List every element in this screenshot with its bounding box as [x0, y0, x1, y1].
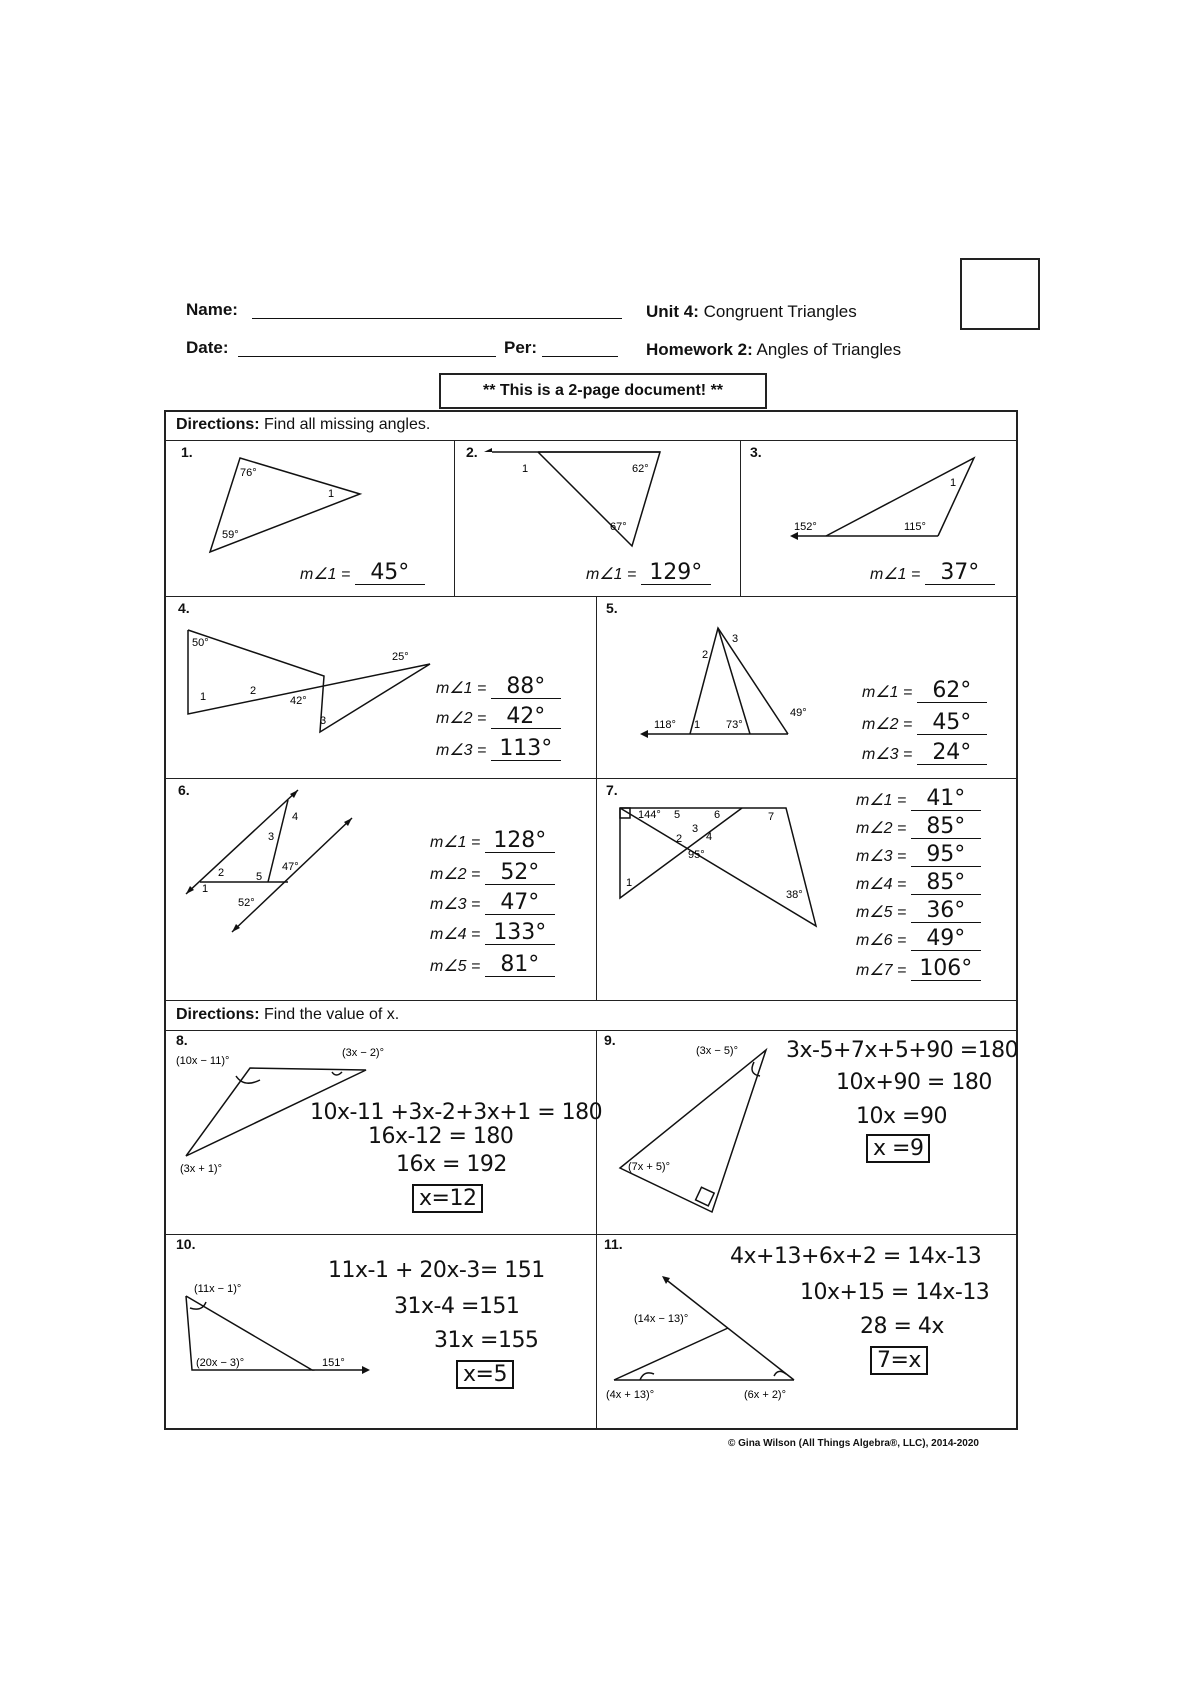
angle-index: 1 — [897, 566, 907, 583]
work-line: 31x =155 — [434, 1328, 539, 1353]
answer-blank[interactable]: 85° — [911, 816, 981, 839]
angle-index: 3 — [889, 746, 899, 763]
angle-symbol: m∠ — [862, 684, 890, 701]
angle-symbol: m∠ — [436, 680, 464, 697]
angle-symbol: m∠ — [436, 710, 464, 727]
angle-label: 3 — [692, 823, 699, 835]
angle-index: 2 — [889, 716, 899, 733]
angle-symbol: m∠ — [862, 746, 890, 763]
angle-symbol: m∠ — [300, 566, 328, 583]
problem-number: 2. — [466, 444, 478, 460]
answer-blank[interactable]: 85° — [911, 872, 981, 895]
triangle-diagram-2 — [490, 448, 680, 558]
angle-symbol: m∠ — [436, 742, 464, 759]
answer-blank[interactable]: 81° — [485, 954, 555, 977]
angle-index: 2 — [463, 710, 473, 727]
answer-p7-5: m∠5 = 36° — [856, 900, 981, 923]
angle-label: 1 — [694, 719, 701, 731]
given-angle: (20x − 3)° — [196, 1357, 245, 1369]
date-field[interactable] — [238, 356, 496, 357]
answer-blank[interactable]: 88° — [491, 676, 561, 699]
given-angle: (6x + 2)° — [744, 1389, 786, 1401]
given-angle: (4x + 13)° — [606, 1389, 655, 1401]
name-field[interactable] — [252, 318, 622, 319]
score-box — [960, 258, 1040, 330]
work-line: 10x-11 +3x-2+3x+1 = 180 — [310, 1100, 603, 1125]
angle-symbol: m∠ — [856, 820, 884, 837]
grid-line — [596, 596, 597, 1000]
angle-symbol: m∠ — [430, 834, 458, 851]
given-angle: (7x + 5)° — [628, 1161, 670, 1173]
given-angle: (3x − 2)° — [342, 1047, 384, 1059]
angle-label: 3 — [732, 633, 739, 645]
answer-p4-3: m∠3 = 113° — [436, 738, 561, 761]
grid-line — [596, 1030, 597, 1430]
answer-p6-5: m∠5 = 81° — [430, 954, 555, 977]
grid-line — [164, 1030, 1018, 1031]
answer-blank[interactable]: 41° — [911, 788, 981, 811]
answer-p7-1: m∠1 = 41° — [856, 788, 981, 811]
angle-symbol: m∠ — [430, 866, 458, 883]
angle-symbol: m∠ — [856, 932, 884, 949]
answer-blank[interactable]: 45° — [917, 712, 987, 735]
notice-banner: ** This is a 2-page document! ** — [439, 373, 767, 409]
final-answer: x=12 — [412, 1184, 483, 1213]
triangle-diagram-11 — [604, 1270, 824, 1400]
problem-number: 11. — [604, 1236, 623, 1252]
given-angle: 118° — [654, 719, 676, 731]
angle-label: 1 — [950, 477, 957, 489]
work-line: 16x-12 = 180 — [368, 1124, 514, 1149]
angle-label: 2 — [218, 867, 225, 879]
given-angle: 42° — [290, 695, 307, 707]
answer-p7-2: m∠2 = 85° — [856, 816, 981, 839]
angle-index: 1 — [463, 680, 473, 697]
answer-p7-6: m∠6 = 49° — [856, 928, 981, 951]
angle-label: 7 — [768, 811, 775, 823]
problem-number: 9. — [604, 1032, 616, 1048]
unit-bold: Unit 4: — [646, 302, 699, 321]
answer-blank[interactable]: 47° — [485, 892, 555, 915]
work-line: 10x+15 = 14x-13 — [800, 1280, 990, 1305]
answer-p7-7: m∠7 = 106° — [856, 958, 981, 981]
work-line: 10x =90 — [856, 1104, 947, 1129]
angle-label: 4 — [292, 811, 299, 823]
answer-blank[interactable]: 42° — [491, 706, 561, 729]
answer-p6-4: m∠4 = 133° — [430, 922, 555, 945]
homework-text: Angles of Triangles — [756, 340, 902, 359]
final-answer: x =9 — [866, 1134, 930, 1163]
answer-p6-1: m∠1 = 128° — [430, 830, 555, 853]
angle-label: 1 — [626, 877, 633, 889]
angle-label: 1 — [328, 488, 335, 500]
angle-label: 5 — [256, 871, 263, 883]
angle-index: 2 — [457, 866, 467, 883]
problem-number: 7. — [606, 782, 618, 798]
angle-symbol: m∠ — [856, 848, 884, 865]
angle-index: 1 — [327, 566, 337, 583]
answer-blank[interactable]: 113° — [491, 738, 561, 761]
angle-label: 2 — [676, 833, 683, 845]
grid-line — [454, 440, 455, 596]
angle-label: 1 — [202, 883, 209, 895]
problem-number: 3. — [750, 444, 762, 460]
answer-p1: m∠1 = 45° — [300, 562, 425, 585]
angle-symbol: m∠ — [856, 962, 884, 979]
directions-1 — [176, 416, 430, 434]
angle-symbol: m∠ — [586, 566, 614, 583]
answer-p5-2: m∠2 = 45° — [862, 712, 987, 735]
problem-number: 4. — [178, 600, 190, 616]
directions-1-text: Find all missing angles. — [264, 416, 431, 433]
answer-blank[interactable]: 36° — [911, 900, 981, 923]
triangle-diagram-3 — [790, 450, 990, 550]
homework-title — [646, 340, 901, 360]
angle-index: 7 — [883, 962, 893, 979]
answer-p4-2: m∠2 = 42° — [436, 706, 561, 729]
angle-label: 3 — [268, 831, 275, 843]
unit-text: Congruent Triangles — [703, 302, 857, 321]
answer-p3: m∠1 = 37° — [870, 562, 995, 585]
given-angle: 38° — [786, 889, 803, 901]
work-line: 11x-1 + 20x-3= 151 — [328, 1258, 545, 1283]
grid-line — [164, 778, 1018, 779]
angle-symbol: m∠ — [856, 904, 884, 921]
given-angle: 25° — [392, 651, 409, 663]
angle-symbol: m∠ — [430, 958, 458, 975]
answer-p7-4: m∠4 = 85° — [856, 872, 981, 895]
angle-label: 5 — [674, 809, 681, 821]
angle-index: 5 — [457, 958, 467, 975]
given-angle: 59° — [222, 529, 239, 541]
work-line: 16x = 192 — [396, 1152, 507, 1177]
given-angle: (10x − 11)° — [176, 1055, 230, 1067]
per-label: Per: — [504, 338, 538, 357]
directions-2-bold: Directions: — [176, 1006, 260, 1023]
triangle-diagram-1 — [190, 450, 380, 560]
copyright-footer: © Gina Wilson (All Things Algebra®, LLC), 2014-2020 — [728, 1438, 979, 1449]
angle-index: 3 — [463, 742, 473, 759]
angle-label: 6 — [714, 809, 721, 821]
angle-index: 4 — [457, 926, 467, 943]
angle-index: 1 — [883, 792, 893, 809]
triangle-diagram-4 — [180, 620, 440, 740]
homework-bold: Homework 2: — [646, 340, 753, 359]
given-angle: 52° — [238, 897, 255, 909]
problem-number: 5. — [606, 600, 618, 616]
angle-label: 2 — [702, 649, 709, 661]
given-angle: 151° — [322, 1357, 345, 1369]
grid-line — [164, 1000, 1018, 1001]
given-angle: 95° — [688, 849, 705, 861]
answer-blank[interactable]: 133° — [485, 922, 555, 945]
angle-index: 1 — [613, 566, 623, 583]
answer-p7-3: m∠3 = 95° — [856, 844, 981, 867]
given-angle: 50° — [192, 637, 209, 649]
work-line: 4x+13+6x+2 = 14x-13 — [730, 1244, 982, 1269]
angle-index: 5 — [883, 904, 893, 921]
answer-blank[interactable]: 95° — [911, 844, 981, 867]
answer-p6-2: m∠2 = 52° — [430, 862, 555, 885]
given-angle: (11x − 1)° — [194, 1283, 242, 1295]
work-line: 10x+90 = 180 — [836, 1070, 992, 1095]
problem-number: 10. — [176, 1236, 196, 1252]
angle-symbol: m∠ — [870, 566, 898, 583]
answer-blank[interactable]: 62° — [917, 680, 987, 703]
angle-label: 1 — [200, 691, 207, 703]
directions-1-bold: Directions: — [176, 416, 260, 433]
angle-index: 1 — [457, 834, 467, 851]
unit-title — [646, 302, 857, 322]
given-angle: 49° — [790, 707, 807, 719]
given-angle: 67° — [610, 521, 627, 533]
answer-blank[interactable]: 45° — [355, 562, 425, 585]
given-angle: 76° — [240, 467, 257, 479]
angle-index: 3 — [883, 848, 893, 865]
angle-index: 4 — [883, 876, 893, 893]
answer-p4-1: m∠1 = 88° — [436, 676, 561, 699]
answer-p2: m∠1 = 129° — [586, 562, 711, 585]
answer-p6-3: m∠3 = 47° — [430, 892, 555, 915]
angle-label: 4 — [706, 831, 713, 843]
triangle-diagram-9 — [610, 1040, 810, 1220]
angle-symbol: m∠ — [856, 876, 884, 893]
date-label: Date: — [186, 338, 229, 357]
answer-blank[interactable]: 128° — [485, 830, 555, 853]
answer-blank[interactable]: 129° — [641, 562, 711, 585]
final-answer: 7=x — [870, 1346, 928, 1375]
given-angle: 62° — [632, 463, 649, 475]
grid-line — [164, 596, 1018, 597]
angle-symbol: m∠ — [430, 896, 458, 913]
answer-blank[interactable]: 106° — [911, 958, 981, 981]
angle-symbol: m∠ — [430, 926, 458, 943]
given-angle: 144° — [638, 809, 661, 821]
grid-line — [740, 440, 741, 596]
grid-line — [164, 1234, 1018, 1235]
grid-line — [164, 440, 1018, 441]
angle-label: 3 — [320, 715, 327, 727]
angle-index: 6 — [883, 932, 893, 949]
given-angle: (14x − 13)° — [634, 1313, 689, 1325]
given-angle: 115° — [904, 521, 926, 533]
answer-blank[interactable]: 37° — [925, 562, 995, 585]
triangle-diagram-10 — [180, 1270, 380, 1380]
given-angle: (3x + 1)° — [180, 1163, 222, 1175]
angle-symbol: m∠ — [856, 792, 884, 809]
answer-p5-1: m∠1 = 62° — [862, 680, 987, 703]
given-angle: (3x − 5)° — [696, 1045, 738, 1057]
angle-label: 1 — [522, 463, 529, 475]
triangle-diagram-7 — [618, 800, 828, 940]
answer-p5-3: m∠3 = 24° — [862, 742, 987, 765]
answer-blank[interactable]: 52° — [485, 862, 555, 885]
directions-2-text: Find the value of x. — [264, 1006, 400, 1023]
per-field[interactable] — [542, 356, 618, 357]
answer-blank[interactable]: 49° — [911, 928, 981, 951]
angle-index: 1 — [889, 684, 899, 701]
given-angle: 47° — [282, 861, 299, 873]
work-line: 28 = 4x — [860, 1314, 944, 1339]
given-angle: 152° — [794, 521, 817, 533]
angle-index: 3 — [457, 896, 467, 913]
final-answer: x=5 — [456, 1360, 514, 1389]
work-line: 31x-4 =151 — [394, 1294, 520, 1319]
directions-2 — [176, 1006, 399, 1024]
parallel-lines-diagram-6 — [180, 790, 380, 940]
angle-symbol: m∠ — [862, 716, 890, 733]
problem-number: 1. — [181, 444, 193, 460]
work-line: 3x-5+7x+5+90 =180 — [786, 1038, 1019, 1063]
angle-index: 2 — [883, 820, 893, 837]
given-angle: 73° — [726, 719, 743, 731]
angle-label: 2 — [250, 685, 257, 697]
triangle-diagram-5 — [640, 624, 810, 744]
problem-number: 8. — [176, 1032, 188, 1048]
problem-number: 6. — [178, 782, 190, 798]
answer-blank[interactable]: 24° — [917, 742, 987, 765]
name-label: Name: — [186, 300, 238, 319]
